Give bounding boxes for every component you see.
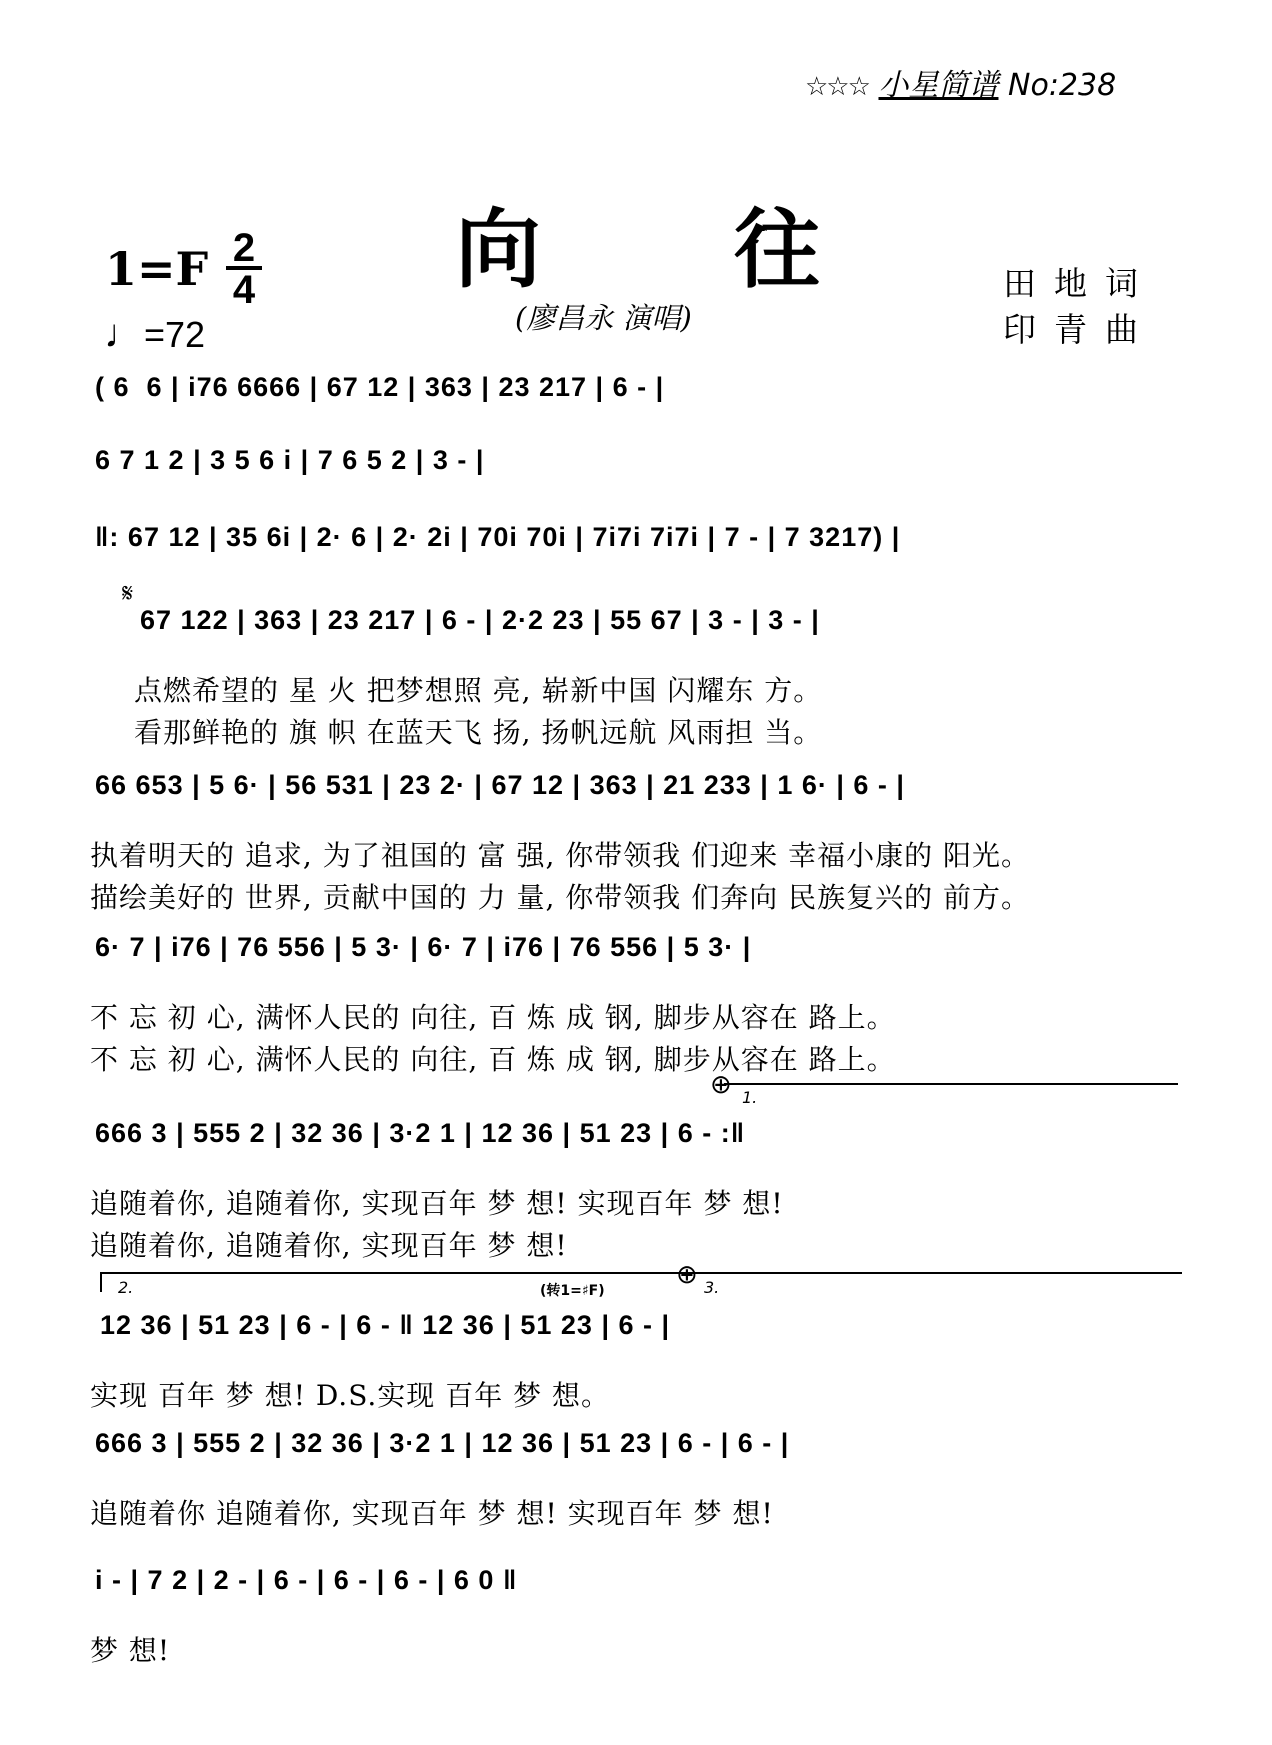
third-ending-label: 3. <box>704 1278 720 1297</box>
first-ending-bracket <box>724 1083 1178 1085</box>
notation-line: ‖: 67 12 | 35 6i | 2· 6 | 2· 2i | 70i 70i | 7i7i 7i7i | 7 - | 7 3217) | <box>95 522 901 552</box>
time-signature <box>226 226 262 312</box>
lyricist-credit: 田地词 <box>1003 264 1156 303</box>
coda-icon: ⊕ <box>710 1070 732 1100</box>
lyrics-line-2: 追随着你, 追随着你, 实现百年 梦 想! <box>90 1229 568 1262</box>
lyrics-line-2: 描绘美好的 世界, 贡献中国的 力 量, 你带领我 们奔向 民族复兴的 前方。 <box>90 881 1031 914</box>
lyrics-line-1: 梦 想! <box>90 1634 171 1667</box>
star-icon: ☆☆☆ <box>805 72 869 102</box>
notation-line: ( 6 6 | i76 6666 | 67 12 | 363 | 23 217 | 6 - | <box>95 372 665 402</box>
notation-line: 12 36 | 51 23 | 6 - | 6 - ‖ 12 36 | 51 23 | 6 - | <box>100 1310 671 1340</box>
brand-header <box>805 60 1116 104</box>
time-signature-top: 2 <box>232 226 256 270</box>
composer-credit: 印青曲 <box>1003 310 1156 349</box>
time-signature-bottom: 4 <box>226 266 262 308</box>
quarter-note-icon: ♩ <box>104 312 144 356</box>
lyrics-line-1: 追随着你, 追随着你, 实现百年 梦 想! 实现百年 梦 想! <box>90 1187 784 1220</box>
score-number: No:238 <box>1008 68 1117 103</box>
key-signature: 1=F <box>105 242 209 296</box>
lyrics-line-1: 追随着你 追随着你, 实现百年 梦 想! 实现百年 梦 想! <box>90 1497 774 1530</box>
lyrics-line-1: 实现 百年 梦 想! D.S.实现 百年 梦 想。 <box>90 1379 610 1412</box>
tempo-value: =72 <box>144 314 206 355</box>
coda-icon: ⊕ <box>676 1260 698 1290</box>
lyrics-line-2: 看那鲜艳的 旗 帜 在蓝天飞 扬, 扬帆远航 风雨担 当。 <box>134 716 823 749</box>
second-ending-bracket <box>100 1272 1182 1292</box>
lyrics-line-1: 不 忘 初 心, 满怀人民的 向往, 百 炼 成 钢, 脚步从容在 路上。 <box>90 1001 896 1034</box>
notation-line: 666 3 | 555 2 | 32 36 | 3·2 1 | 12 36 | 51 23 | 6 - | 6 - | <box>95 1428 790 1458</box>
lyrics-line-1: 执着明天的 追求, 为了祖国的 富 强, 你带领我 们迎来 幸福小康的 阳光。 <box>90 839 1031 872</box>
song-title-char-2: 往 <box>734 199 820 300</box>
lyrics-line-1: 点燃希望的 星 火 把梦想照 亮, 崭新中国 闪耀东 方。 <box>134 674 823 707</box>
notation-line: 6· 7 | i76 | 76 556 | 5 3· | 6· 7 | i76 | 76 556 | 5 3· | <box>95 932 752 962</box>
second-ending-label: 2. <box>118 1278 134 1297</box>
notation-line: 6 7 1 2 | 3 5 6 i | 7 6 5 2 | 3 - | <box>95 445 485 475</box>
notation-line: 66 653 | 5 6· | 56 531 | 23 2· | 67 12 | 363 | 21 233 | 1 6· | 6 - | <box>95 770 905 800</box>
modulation-mark: (转1=♯F) <box>540 1283 605 1299</box>
notation-line: i - | 7 2 | 2 - | 6 - | 6 - | 6 - | 6 0 ‖ <box>95 1565 518 1595</box>
first-ending-label: 1. <box>742 1088 758 1107</box>
song-title-char-1: 向 <box>455 199 541 300</box>
brand-name[interactable]: 小星简谱 <box>878 68 999 103</box>
segno-icon: 𝄋 <box>122 579 134 609</box>
notation-line: 67 122 | 363 | 23 217 | 6 - | 2·2 23 | 55 67 | 3 - | 3 - | <box>140 605 820 635</box>
lyrics-line-2: 不 忘 初 心, 满怀人民的 向往, 百 炼 成 钢, 脚步从容在 路上。 <box>90 1043 896 1076</box>
tempo-mark <box>104 312 205 357</box>
performer-subtitle: (廖昌永 演唱) <box>515 301 692 335</box>
notation-line: 666 3 | 555 2 | 32 36 | 3·2 1 | 12 36 | 51 23 | 6 - :‖ <box>95 1118 746 1148</box>
